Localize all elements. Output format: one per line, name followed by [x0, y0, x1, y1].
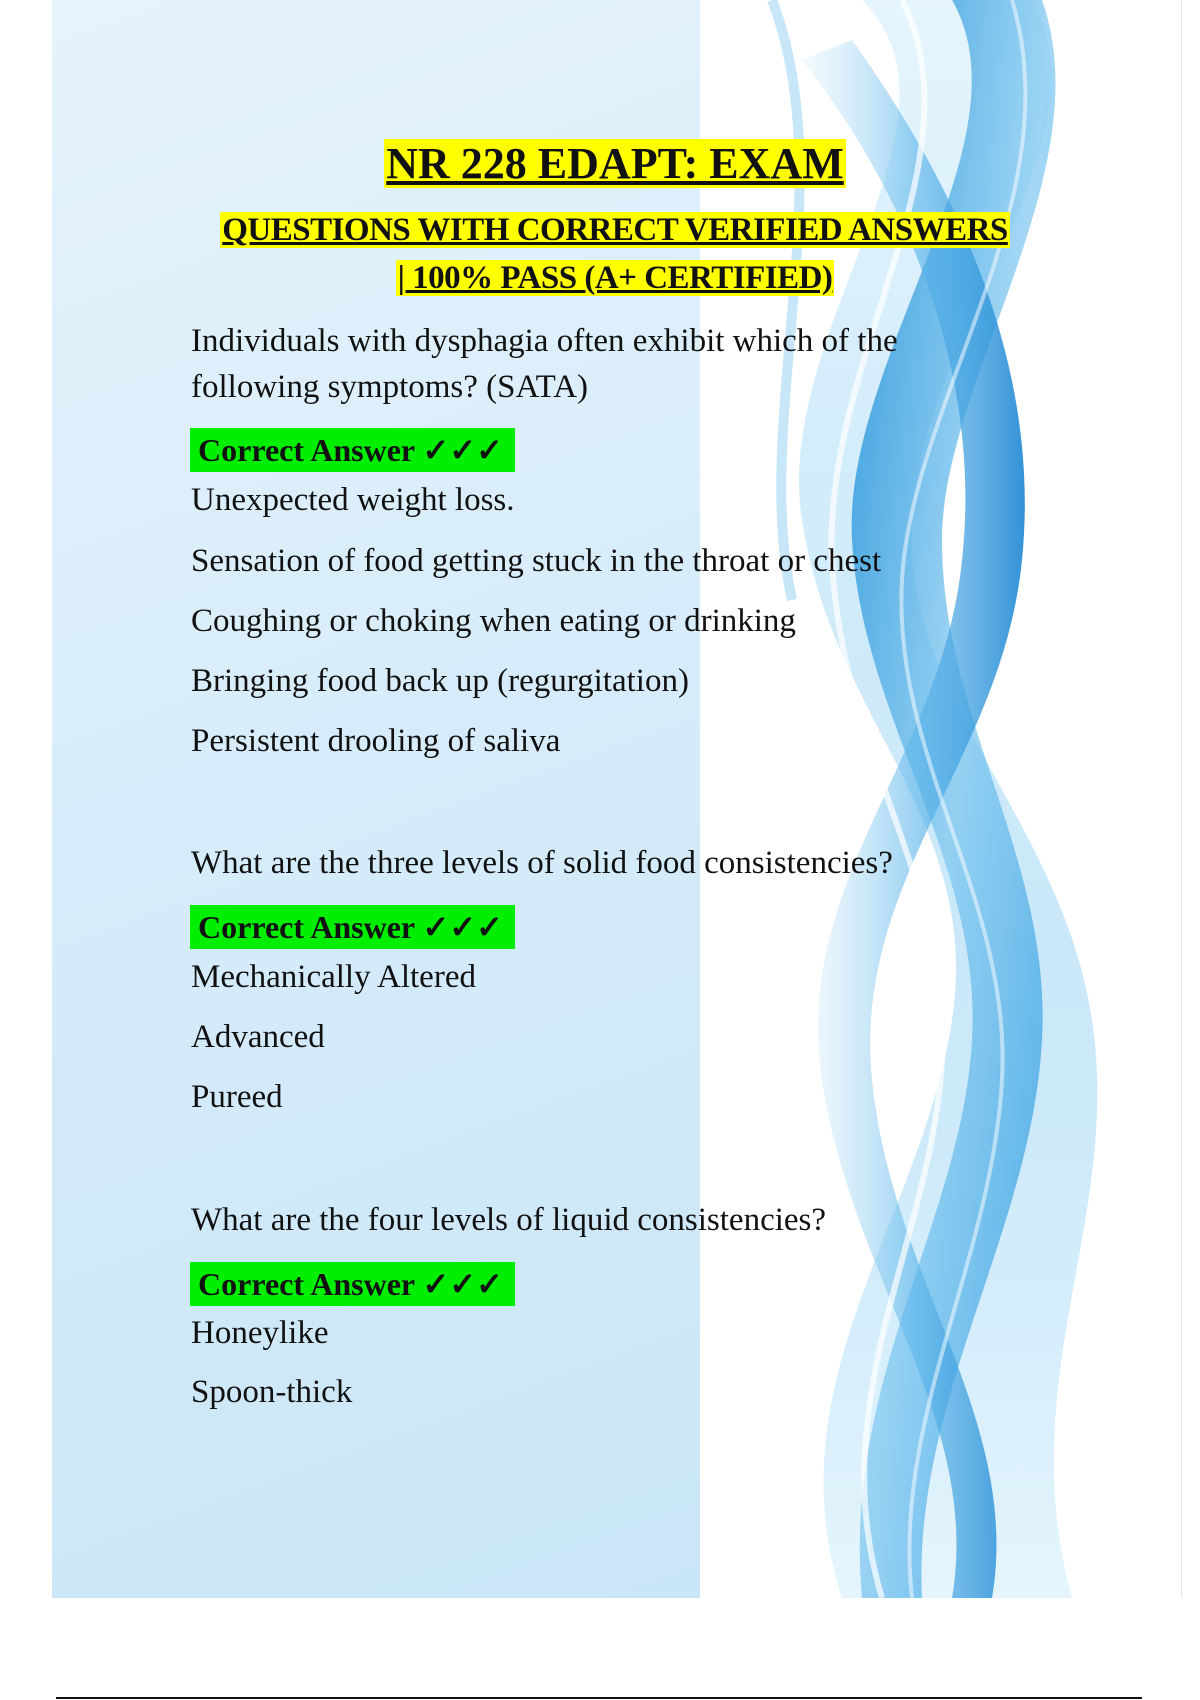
- document-subtitle-line2: | 100% PASS (A+ CERTIFIED): [397, 260, 833, 296]
- correct-answer-label: Correct Answer ✓✓✓: [190, 428, 515, 472]
- question-text: What are the four levels of liquid consistencies?: [191, 1202, 827, 1238]
- question-text: What are the three levels of solid food consistencies?: [191, 845, 893, 881]
- answer-item: Coughing or choking when eating or drinking: [191, 603, 796, 639]
- answer-item: Persistent drooling of saliva: [191, 723, 561, 759]
- answer-item: Unexpected weight loss.: [191, 482, 515, 518]
- answer-item: Pureed: [191, 1079, 283, 1115]
- correct-answer-label: Correct Answer ✓✓✓: [190, 1262, 515, 1306]
- answer-item: Honeylike: [191, 1315, 329, 1351]
- document-subtitle-line1: QUESTIONS WITH CORRECT VERIFIED ANSWERS: [222, 212, 1008, 248]
- answer-item: Spoon-thick: [191, 1374, 353, 1410]
- question-text: Individuals with dysphagia often exhibit which of the: [191, 323, 898, 359]
- document-title: NR 228 EDAPT: EXAM: [386, 139, 844, 188]
- question-text: following symptoms? (SATA): [191, 369, 589, 405]
- answer-item: Sensation of food getting stuck in the throat or chest: [191, 543, 882, 579]
- answer-item: Mechanically Altered: [191, 959, 476, 995]
- correct-answer-label: Correct Answer ✓✓✓: [190, 905, 515, 949]
- answer-item: Advanced: [191, 1019, 325, 1055]
- answer-item: Bringing food back up (regurgitation): [191, 663, 689, 699]
